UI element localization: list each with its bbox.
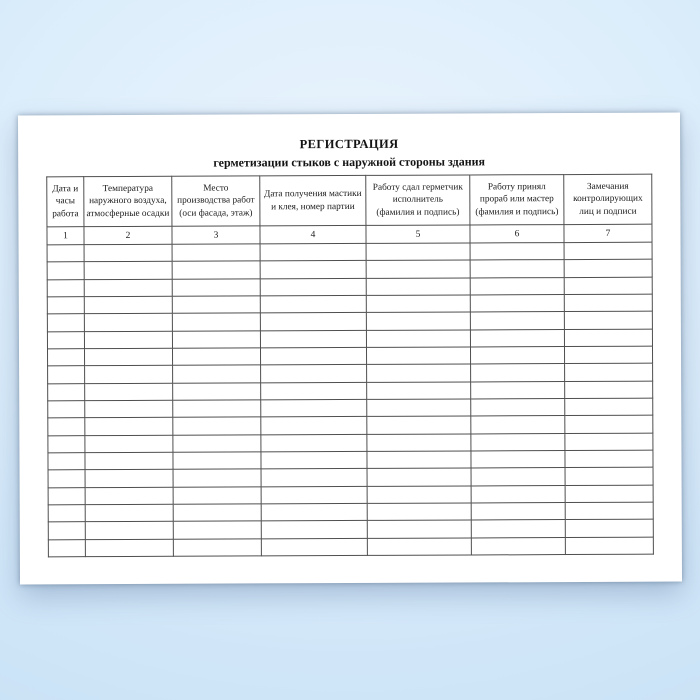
- empty-cell: [471, 468, 565, 486]
- empty-cell: [471, 433, 565, 451]
- empty-cell: [367, 364, 471, 382]
- empty-cell: [261, 434, 367, 452]
- empty-cell: [84, 348, 172, 366]
- empty-cell: [48, 487, 85, 504]
- empty-cell: [85, 452, 173, 470]
- empty-cell: [48, 470, 85, 487]
- empty-cell: [85, 522, 173, 540]
- empty-cell: [48, 435, 85, 452]
- empty-cell: [366, 295, 470, 313]
- empty-cell: [367, 468, 471, 486]
- empty-cell: [84, 314, 172, 332]
- empty-cell: [85, 435, 173, 453]
- empty-cell: [564, 346, 652, 364]
- document-title: РЕГИСТРАЦИЯ: [299, 136, 399, 152]
- column-number-cell: 1: [47, 227, 84, 245]
- empty-cell: [260, 278, 366, 296]
- empty-cell: [48, 539, 85, 556]
- empty-cell: [261, 417, 367, 435]
- empty-cell: [565, 450, 653, 468]
- empty-cell: [564, 329, 652, 347]
- empty-cell: [367, 416, 471, 434]
- empty-cell: [85, 487, 173, 505]
- empty-cell: [172, 348, 260, 366]
- empty-cell: [470, 312, 564, 330]
- empty-cell: [565, 398, 653, 416]
- empty-cell: [565, 381, 653, 399]
- empty-cell: [366, 347, 470, 365]
- empty-cell: [366, 260, 470, 278]
- empty-cell: [260, 295, 366, 313]
- empty-cell: [261, 365, 367, 383]
- empty-cell: [48, 453, 85, 470]
- empty-cell: [48, 401, 85, 418]
- column-number-cell: 4: [260, 225, 366, 243]
- empty-cell: [47, 331, 84, 348]
- empty-cell: [47, 314, 84, 331]
- empty-cell: [366, 278, 470, 296]
- empty-cell: [85, 366, 173, 384]
- empty-cell: [471, 451, 565, 469]
- empty-cell: [564, 242, 652, 260]
- empty-cell: [565, 537, 653, 555]
- empty-cell: [260, 330, 366, 348]
- empty-cell: [366, 243, 470, 261]
- column-number-cell: 2: [84, 226, 172, 244]
- empty-cell: [470, 329, 564, 347]
- empty-cell: [261, 399, 367, 417]
- empty-cell: [173, 434, 261, 452]
- empty-cell: [260, 243, 366, 261]
- empty-cell: [85, 400, 173, 418]
- header-cell: Место производства работ (оси фасада, этаж): [172, 176, 260, 226]
- empty-cell: [84, 262, 172, 280]
- empty-cell: [261, 503, 367, 521]
- empty-cell: [172, 313, 260, 331]
- empty-cell: [366, 330, 470, 348]
- empty-cell: [173, 417, 261, 435]
- empty-cell: [173, 452, 261, 470]
- empty-cell: [172, 279, 260, 297]
- header-cell: Дата получения мастики и клея, номер партии: [260, 175, 366, 225]
- empty-cell: [471, 502, 565, 520]
- empty-cell: [367, 520, 471, 538]
- registration-table: [46, 174, 654, 558]
- empty-cell: [565, 433, 653, 451]
- empty-cell: [564, 260, 652, 278]
- empty-cell: [470, 347, 564, 365]
- empty-cell: [172, 261, 260, 279]
- empty-cell: [471, 381, 565, 399]
- empty-cell: [261, 521, 367, 539]
- empty-cell: [470, 260, 564, 278]
- empty-cell: [261, 486, 367, 504]
- empty-cell: [172, 296, 260, 314]
- column-number-cell: 3: [172, 226, 260, 244]
- empty-cell: [367, 486, 471, 504]
- empty-cell: [173, 486, 261, 504]
- empty-cell: [564, 277, 652, 295]
- document-page: [18, 113, 682, 585]
- empty-cell: [261, 469, 367, 487]
- empty-cell: [565, 485, 653, 503]
- empty-cell: [471, 399, 565, 417]
- empty-cell: [367, 434, 471, 452]
- table-row: [48, 537, 653, 557]
- empty-cell: [47, 245, 84, 262]
- empty-cell: [261, 382, 367, 400]
- header-cell: Работу сдал герметчик исполнитель (фамилия и подпись): [366, 175, 470, 225]
- empty-cell: [48, 505, 85, 522]
- empty-cell: [470, 243, 564, 261]
- header-row: [47, 174, 652, 227]
- empty-cell: [367, 382, 471, 400]
- empty-cell: [260, 261, 366, 279]
- empty-cell: [565, 502, 653, 520]
- empty-cell: [85, 383, 173, 401]
- empty-cell: [471, 537, 565, 555]
- empty-cell: [565, 519, 653, 537]
- header-cell: Температура наружного воздуха, атмосферные осадки: [84, 176, 172, 226]
- empty-cell: [367, 503, 471, 521]
- empty-cell: [84, 296, 172, 314]
- empty-cell: [173, 365, 261, 383]
- empty-cell: [173, 469, 261, 487]
- empty-cell: [565, 467, 653, 485]
- empty-cell: [173, 383, 261, 401]
- empty-cell: [471, 364, 565, 382]
- empty-cell: [172, 244, 260, 262]
- empty-cell: [173, 521, 261, 539]
- empty-cell: [367, 399, 471, 417]
- empty-cell: [565, 363, 653, 381]
- empty-cell: [471, 485, 565, 503]
- empty-cell: [47, 279, 84, 296]
- column-number-cell: 7: [564, 224, 652, 242]
- empty-cell: [84, 244, 172, 262]
- empty-cell: [471, 416, 565, 434]
- header-cell: Замечания контролирующих лиц и подписи: [564, 174, 652, 224]
- empty-cell: [85, 504, 173, 522]
- empty-cell: [173, 504, 261, 522]
- empty-cell: [367, 451, 471, 469]
- empty-cell: [172, 331, 260, 349]
- empty-cell: [48, 366, 85, 383]
- empty-cell: [470, 277, 564, 295]
- empty-cell: [84, 279, 172, 297]
- empty-cell: [471, 520, 565, 538]
- empty-cell: [48, 522, 85, 539]
- empty-cell: [173, 538, 261, 556]
- empty-cell: [261, 451, 367, 469]
- empty-cell: [47, 297, 84, 314]
- empty-cell: [366, 312, 470, 330]
- table-body: [47, 242, 653, 557]
- empty-cell: [367, 538, 471, 556]
- column-number-cell: 5: [366, 225, 470, 243]
- header-cell: Работу принял прораб или мастер (фамилия и подпись): [470, 175, 564, 225]
- empty-cell: [260, 313, 366, 331]
- empty-cell: [470, 295, 564, 313]
- empty-cell: [260, 347, 366, 365]
- empty-cell: [564, 311, 652, 329]
- column-number-cell: 6: [470, 225, 564, 243]
- empty-cell: [564, 294, 652, 312]
- header-cell: Дата и часы работа: [47, 177, 84, 227]
- empty-cell: [47, 349, 84, 366]
- document-subtitle: герметизации стыков с наружной стороны здания: [213, 154, 486, 170]
- empty-cell: [261, 538, 367, 556]
- empty-cell: [47, 262, 84, 279]
- empty-cell: [565, 415, 653, 433]
- empty-cell: [48, 418, 85, 435]
- empty-cell: [173, 400, 261, 418]
- empty-cell: [85, 539, 173, 557]
- empty-cell: [84, 331, 172, 349]
- empty-cell: [85, 470, 173, 488]
- empty-cell: [48, 383, 85, 400]
- empty-cell: [85, 418, 173, 436]
